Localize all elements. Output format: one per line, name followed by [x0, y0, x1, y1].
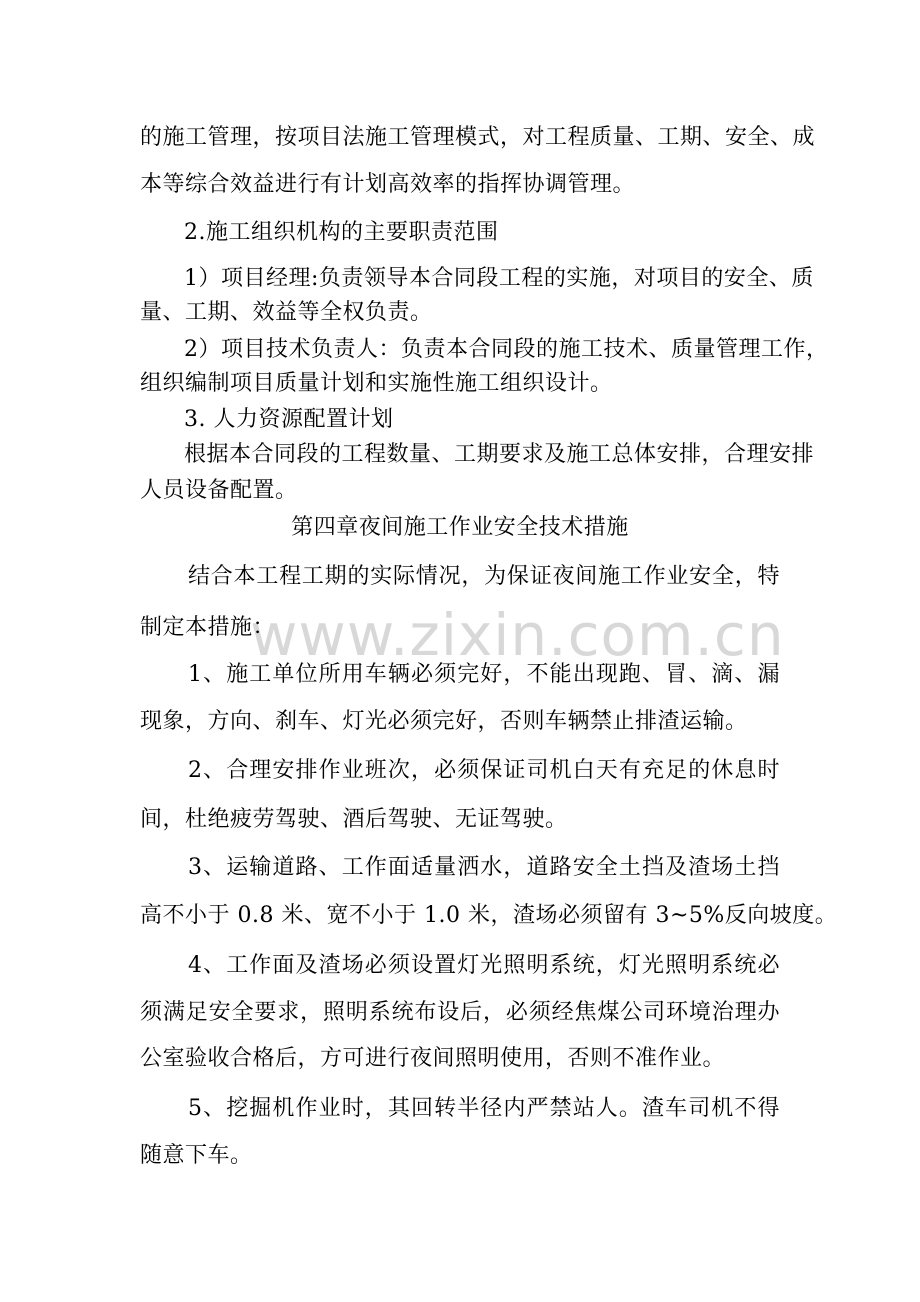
- text-line: 须满足安全要求，照明系统布设后，必须经焦煤公司环境治理办: [140, 1000, 780, 1025]
- text-line: 结合本工程工期的实际情况，为保证夜间施工作业安全，特: [188, 564, 780, 589]
- text-line: 根据本合同段的工程数量、工期要求及施工总体安排，合理安排: [184, 442, 815, 467]
- section-heading: 3. 人力资源配置计划: [184, 407, 394, 432]
- text-line: 随意下车。: [140, 1143, 253, 1168]
- chapter-title: 第四章夜间施工作业安全技术措施: [291, 515, 629, 540]
- text-line: 制定本措施：: [140, 615, 276, 640]
- text-line: 2）项目技术负责人：负责本合同段的施工技术、质量管理工作，: [184, 337, 829, 362]
- text-line: 3、运输道路、工作面适量洒水，道路安全土挡及渣场土挡: [188, 855, 780, 880]
- text-line: 的施工管理，按项目法施工管理模式，对工程质量、工期、安全、成: [140, 125, 816, 150]
- watermark: www.zixin.com.cn: [250, 601, 785, 669]
- text-line: 高不小于 0.8 米、宽不小于 1.0 米，渣场必须留有 3~5%反向坡度。: [140, 903, 838, 928]
- text-line: 公室验收合格后，方可进行夜间照明使用，否则不准作业。: [140, 1046, 726, 1071]
- text-line: 1、施工单位所用车辆必须完好，不能出现跑、冒、滴、漏: [188, 662, 780, 687]
- text-line: 量、工期、效益等全权负责。: [140, 300, 433, 325]
- text-line: 2、合理安排作业班次，必须保证司机白天有充足的休息时: [188, 758, 780, 783]
- text-line: 1）项目经理:负责领导本合同段工程的实施，对项目的安全、质: [184, 266, 814, 291]
- text-line: 本等综合效益进行有计划高效率的指挥协调管理。: [140, 172, 636, 197]
- text-line: 人员设备配置。: [140, 478, 298, 503]
- text-line: 5、挖掘机作业时，其回转半径内严禁站人。渣车司机不得: [188, 1096, 780, 1121]
- text-line: 4、工作面及渣场必须设置灯光照明系统，灯光照明系统必: [188, 953, 780, 978]
- text-line: 组织编制项目质量计划和实施性施工组织设计。: [140, 371, 613, 396]
- text-line: 间，杜绝疲劳驾驶、酒后驾驶、无证驾驶。: [140, 807, 568, 832]
- section-heading: 2.施工组织机构的主要职责范围: [184, 220, 499, 245]
- text-line: 现象，方向、刹车、灯光必须完好，否则车辆禁止排渣运输。: [140, 709, 748, 734]
